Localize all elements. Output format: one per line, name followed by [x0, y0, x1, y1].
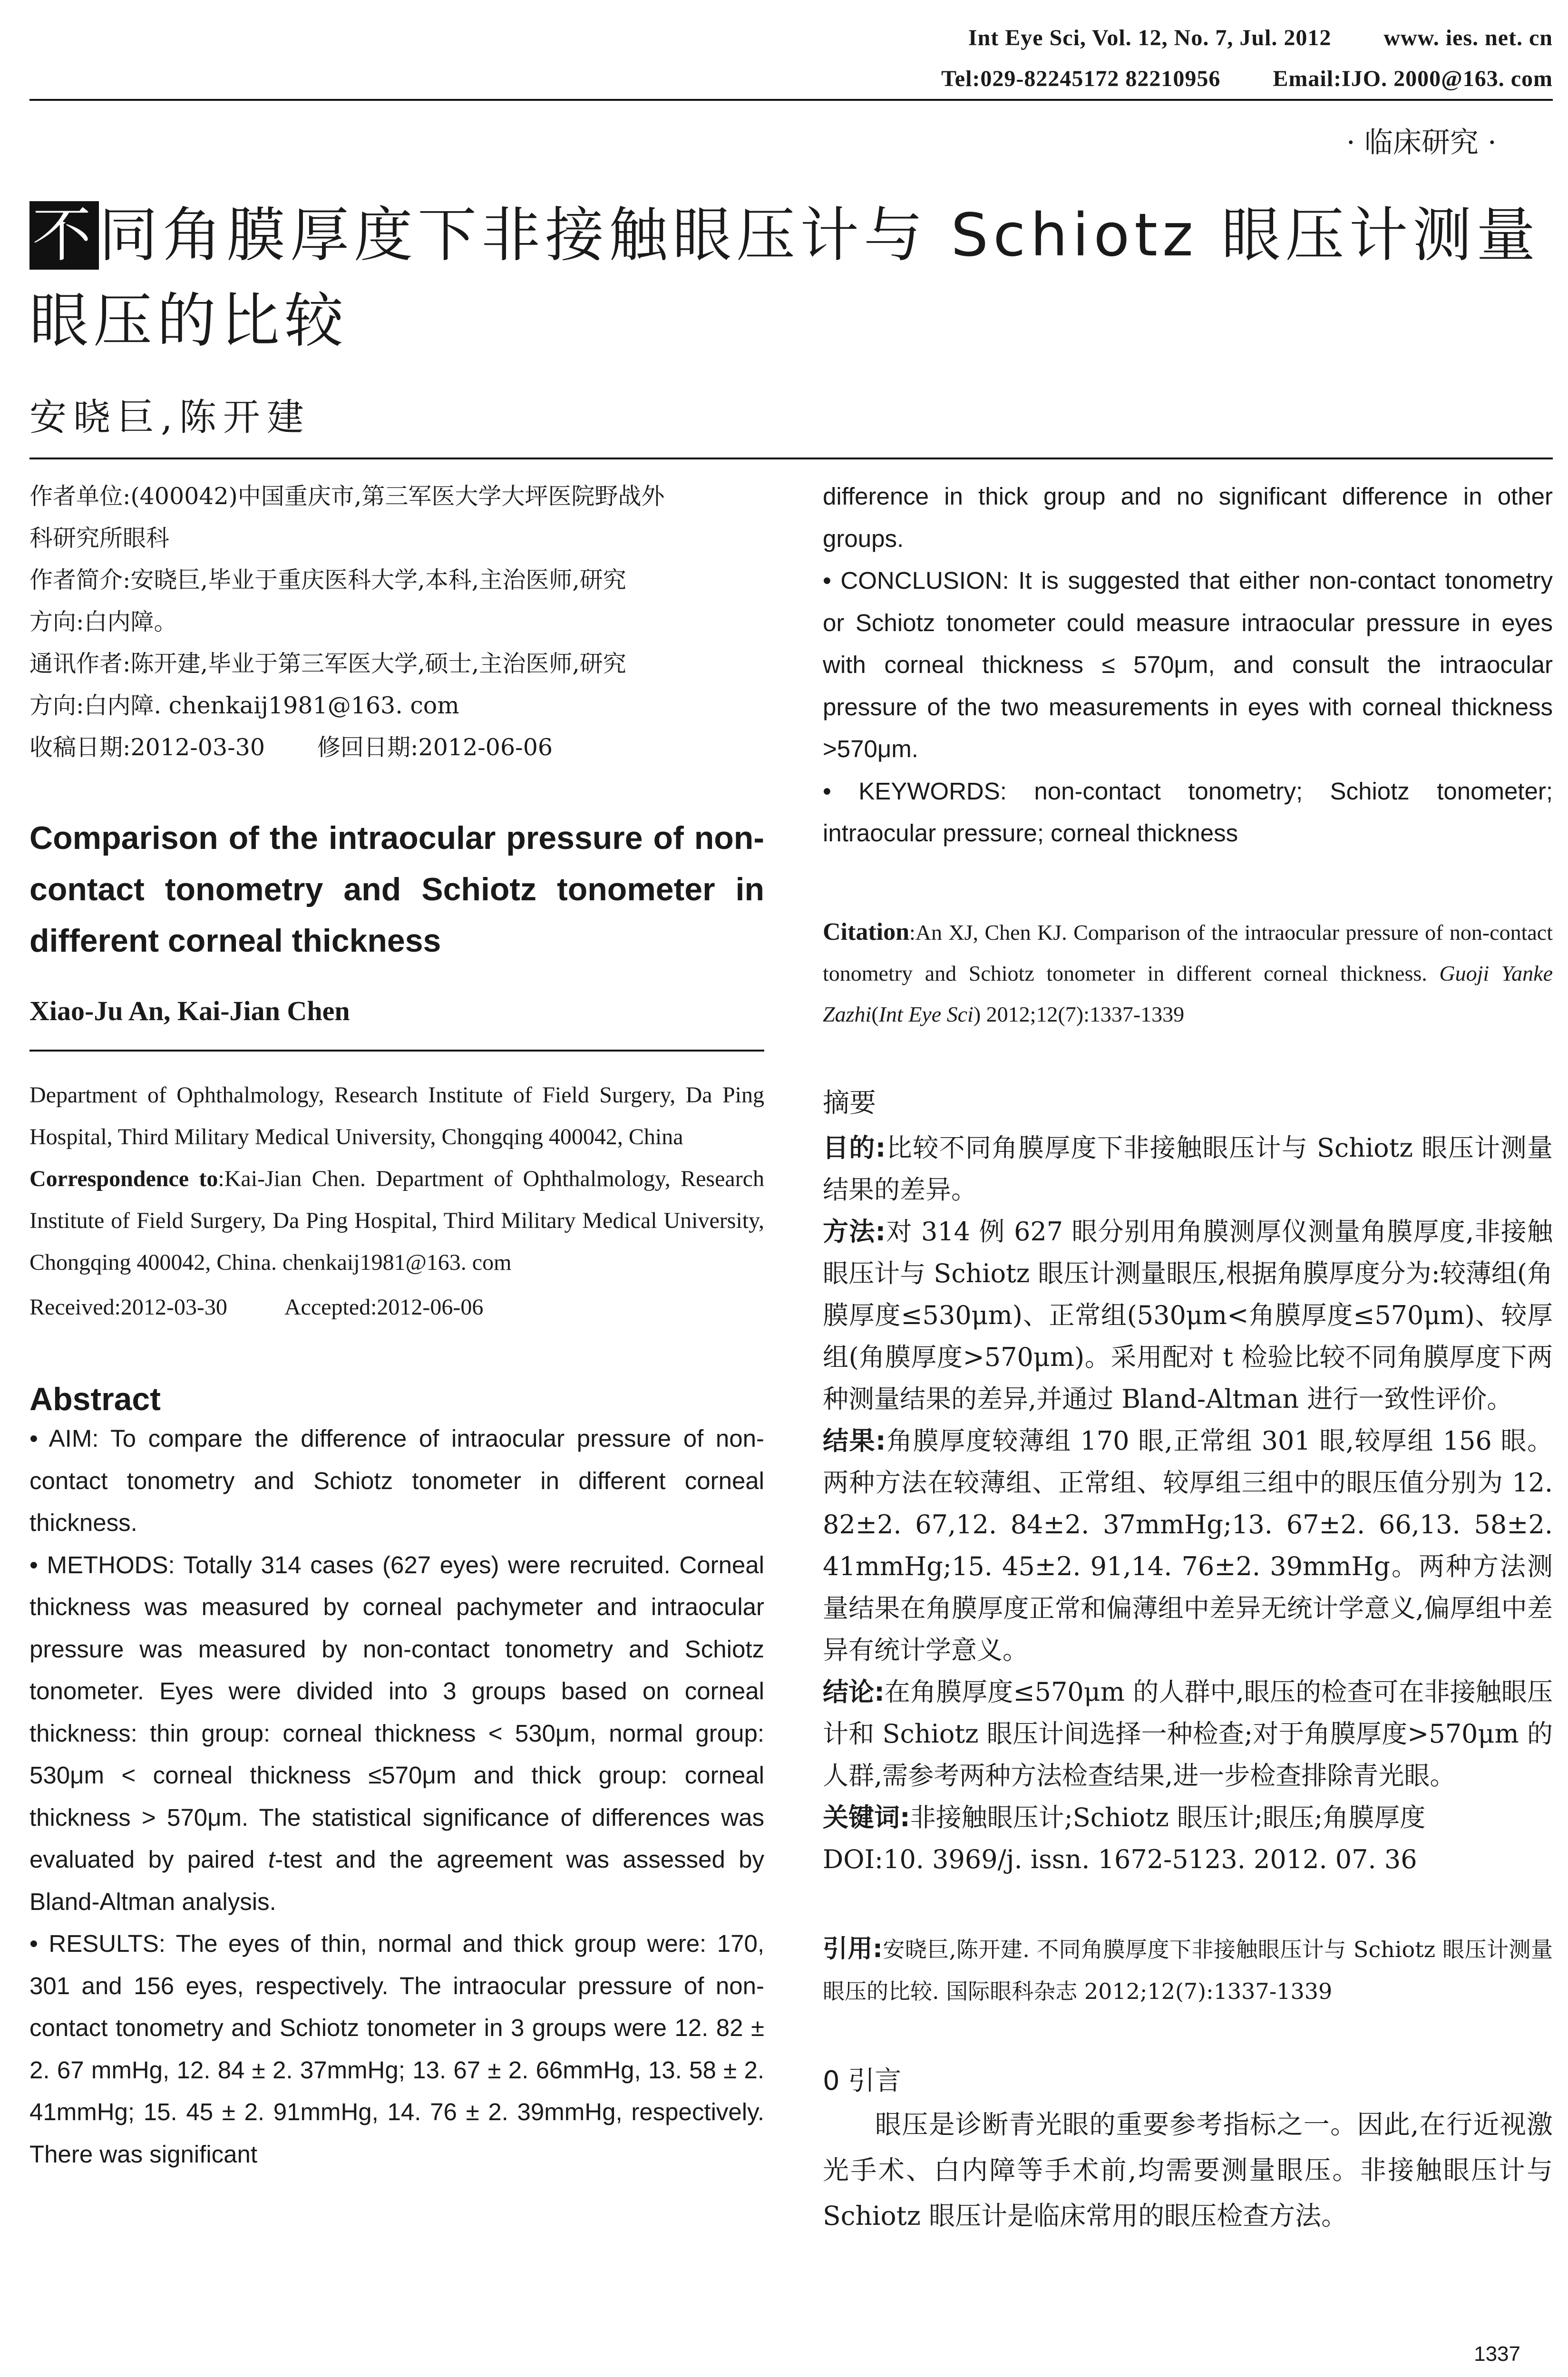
received-date-en: Received:2012-03-30: [29, 1295, 227, 1320]
aim-text: 比较不同角膜厚度下非接触眼压计与 Schiotz 眼压计测量结果的差异。: [823, 1132, 1553, 1205]
abstract-cn-results: [823, 1420, 1553, 1671]
methods-t-italic: t: [268, 1846, 275, 1873]
abstract-methods: [29, 1544, 764, 1923]
aim-label: 目的:: [823, 1132, 886, 1163]
author-info-line: 方向:白内障. chenkaij1981@163. com: [29, 692, 459, 719]
authors-cn: 安晓巨,陈开建: [29, 396, 311, 439]
correspondence-text: :Kai-Jian Chen. Department of Ophthalmology, Research Institute of Field Surgery, Da Ping Hospital, Third Military Medical University, Chongqing 400042, China. chenkaij1981@163. com: [29, 1166, 764, 1275]
methods-text-cn: 对 314 例 627 眼分别用角膜测厚仪测量角膜厚度,非接触眼压计与 Schiotz 眼压计测量眼压,根据角膜厚度分为:较薄组(角膜厚度≤530μm)、正常组(530μm<角膜厚度≤570μm)、较厚组(角膜厚度>570μm)。采用配对 t 检验比较不同角膜厚度下两种测量结果的差异,并通过 Bland-Altman 进行一致性评价。: [823, 1216, 1553, 1414]
abstract-aim: • AIM: To compare the difference of intraocular pressure of non-contact tonometry and Schiotz tonometer in different corneal thickness.: [29, 1425, 764, 1536]
journal-website[interactable]: www. ies. net. cn: [1383, 25, 1553, 50]
results-label: 结果:: [823, 1425, 886, 1456]
received-date-cn: 收稿日期:2012-03-30: [29, 734, 265, 761]
author-info-line: 科研究所眼科: [29, 525, 170, 552]
abstract-body-right: [823, 476, 1553, 855]
header-rule: [29, 99, 1553, 101]
journal-tel: Tel:029-82245172 82210956: [941, 66, 1221, 91]
author-info: [29, 476, 764, 769]
dates-cn: [29, 727, 764, 769]
page-number: 1337: [1474, 2342, 1520, 2366]
citation-text: :An XJ, Chen KJ. Comparison of the intraocular pressure of non-contact tonometry and Schiotz tonometer in different corneal thickness.: [823, 920, 1553, 985]
abstract-body-left: [29, 1418, 764, 2175]
conclusion-label: 结论:: [823, 1676, 885, 1707]
intro-heading: 0 引言: [823, 2065, 902, 2096]
abstract-keywords: • KEYWORDS: non-contact tonometry; Schiotz tonometer; intraocular pressure; corneal thickness: [823, 777, 1553, 847]
left-column: [29, 476, 764, 2175]
citation-cn: [823, 1928, 1553, 2012]
abstract-cn: [823, 1082, 1553, 1880]
citation-journal: Guoji Yanke Zazhi: [823, 961, 1553, 1026]
correspondence: [29, 1158, 764, 1284]
journal-citation: Int Eye Sci, Vol. 12, No. 7, Jul. 2012: [968, 25, 1332, 50]
citation-en: [823, 912, 1553, 1035]
abstract-cn-aim: [823, 1127, 1553, 1211]
abstract-results-cont: difference in thick group and no significant difference in other groups.: [823, 483, 1553, 552]
doi[interactable]: DOI:10. 3969/j. issn. 1672-5123. 2012. 07. 36: [823, 1844, 1417, 1874]
citation-cn-label: 引用:: [823, 1934, 883, 1963]
methods-text-end: -test and the agreement was assessed by Bland-Altman analysis.: [29, 1846, 765, 1915]
methods-text: • METHODS: Totally 314 cases (627 eyes) were recruited. Corneal thickness was measured by corneal pachymeter and intraocular pressure was measured by non-contact tonometry and Schiotz tonometer. Eyes were divided into 3 groups based on corneal thickness: thin group: corneal thickness < 530μm, normal group: 530μm < corneal thickness ≤570μm and thick group: corneal thickness > 570μm. The statistical significance of differences was evaluated by paired: [29, 1551, 764, 1873]
title-rule: [29, 458, 1553, 459]
journal-contact: [941, 66, 1553, 92]
article-title-en: Comparison of the intraocular pressure of non-contact tonometry and Schiotz tonometer in different corneal thickness: [29, 820, 764, 959]
section-tag: · 临床研究 ·: [1346, 126, 1497, 159]
journal-email[interactable]: Email:IJO. 2000@163. com: [1273, 66, 1553, 91]
abstract-results: • RESULTS: The eyes of thin, normal and thick group were: 170, 301 and 156 eyes, respectively. The intraocular pressure of non-contact tonometry and Schiotz tonometer in 3 groups were 12. 82 ± 2. 67 mmHg, 12. 84 ± 2. 37mmHg; 13. 67 ± 2. 66mmHg, 13. 58 ± 2. 41mmHg; 15. 45 ± 2. 91mmHg, 14. 76 ± 2. 39mmHg, respectively. There was significant: [29, 1930, 764, 2168]
results-text-cn: 角膜厚度较薄组 170 眼,正常组 301 眼,较厚组 156 眼。两种方法在较薄组、正常组、较厚组三组中的眼压值分别为 12. 82±2. 67,12. 84±2. 37mmHg;13. 67±2. 66,13. 58±2. 41mmHg;15. 45±2. 91,14. 76±2. 39mmHg。两种方法测量结果在角膜厚度正常和偏薄组中差异无统计学意义,偏厚组中差异有统计学意义。: [823, 1425, 1553, 1665]
dates-en: [29, 1286, 764, 1328]
affiliation: Department of Ophthalmology, Research Institute of Field Surgery, Da Ping Hospital, Third Military Medical University, Chongqing 400042, China: [29, 1082, 764, 1150]
keywords-label: 关键词:: [823, 1802, 910, 1832]
citation-cn-text: 安晓巨,陈开建. 不同角膜厚度下非接触眼压计与 Schiotz 眼压计测量眼压的比较. 国际眼科杂志 2012;12(7):1337-1339: [823, 1936, 1553, 2004]
correspondence-label: Correspondence to: [29, 1166, 218, 1191]
right-column: [823, 476, 1553, 2239]
abstract-cn-keywords: [823, 1797, 1553, 1839]
citation-paren: (: [871, 1002, 879, 1026]
abstract-cn-methods: [823, 1211, 1553, 1420]
author-info-line: 作者简介:安晓巨,毕业于重庆医科大学,本科,主治医师,研究: [29, 566, 626, 594]
conclusion-text-cn: 在角膜厚度≤570μm 的人群中,眼压的检查可在非接触眼压计和 Schiotz 眼压计间选择一种检查;对于角膜厚度>570μm 的人群,需参考两种方法检查结果,进一步检查排除青光眼。: [823, 1676, 1553, 1791]
abstract-cn-conclusion: [823, 1671, 1553, 1797]
journal-header: [968, 25, 1553, 51]
author-info-line: 方向:白内障。: [29, 608, 177, 635]
keywords-text-cn: 非接触眼压计;Schiotz 眼压计;眼压;角膜厚度: [910, 1802, 1426, 1832]
accepted-date-en: Accepted:2012-06-06: [284, 1295, 484, 1320]
author-info-line: 作者单位:(400042)中国重庆市,第三军医大学大坪医院野战外: [29, 483, 665, 510]
author-info-line: 通讯作者:陈开建,毕业于第三军医大学,硕士,主治医师,研究: [29, 650, 626, 677]
revised-date-cn: 修回日期:2012-06-06: [317, 734, 553, 761]
article-title-cn: [29, 193, 1566, 364]
authors-en: Xiao-Ju An, Kai-Jian Chen: [29, 995, 764, 1052]
abstract-cn-heading: 摘要: [823, 1087, 876, 1119]
citation-journal-en: Int Eye Sci: [878, 1002, 974, 1026]
abstract-conclusion: • CONCLUSION: It is suggested that either non-contact tonometry or Schiotz tonometer could measure intraocular pressure in eyes with corneal thickness ≤ 570μm, and consult the intraocular pressure of the two measurements in eyes with corneal thickness >570μm.: [823, 567, 1553, 762]
affiliation-block: [29, 1074, 764, 1328]
intro-paragraph: 眼压是诊断青光眼的重要参考指标之一。因此,在行近视激光手术、白内障等手术前,均需要测量眼压。非接触眼压计与 Schiotz 眼压计是临床常用的眼压检查方法。: [823, 2109, 1553, 2231]
title-drop-char: 不: [29, 201, 99, 270]
methods-label: 方法:: [823, 1216, 886, 1247]
citation-volume: ) 2012;12(7):1337-1339: [973, 1002, 1185, 1026]
title-text: 同角膜厚度下非接触眼压计与 Schiotz 眼压计测量眼压的比较: [29, 201, 1540, 355]
citation-label: Citation: [823, 918, 909, 945]
abstract-heading: Abstract: [29, 1381, 161, 1417]
